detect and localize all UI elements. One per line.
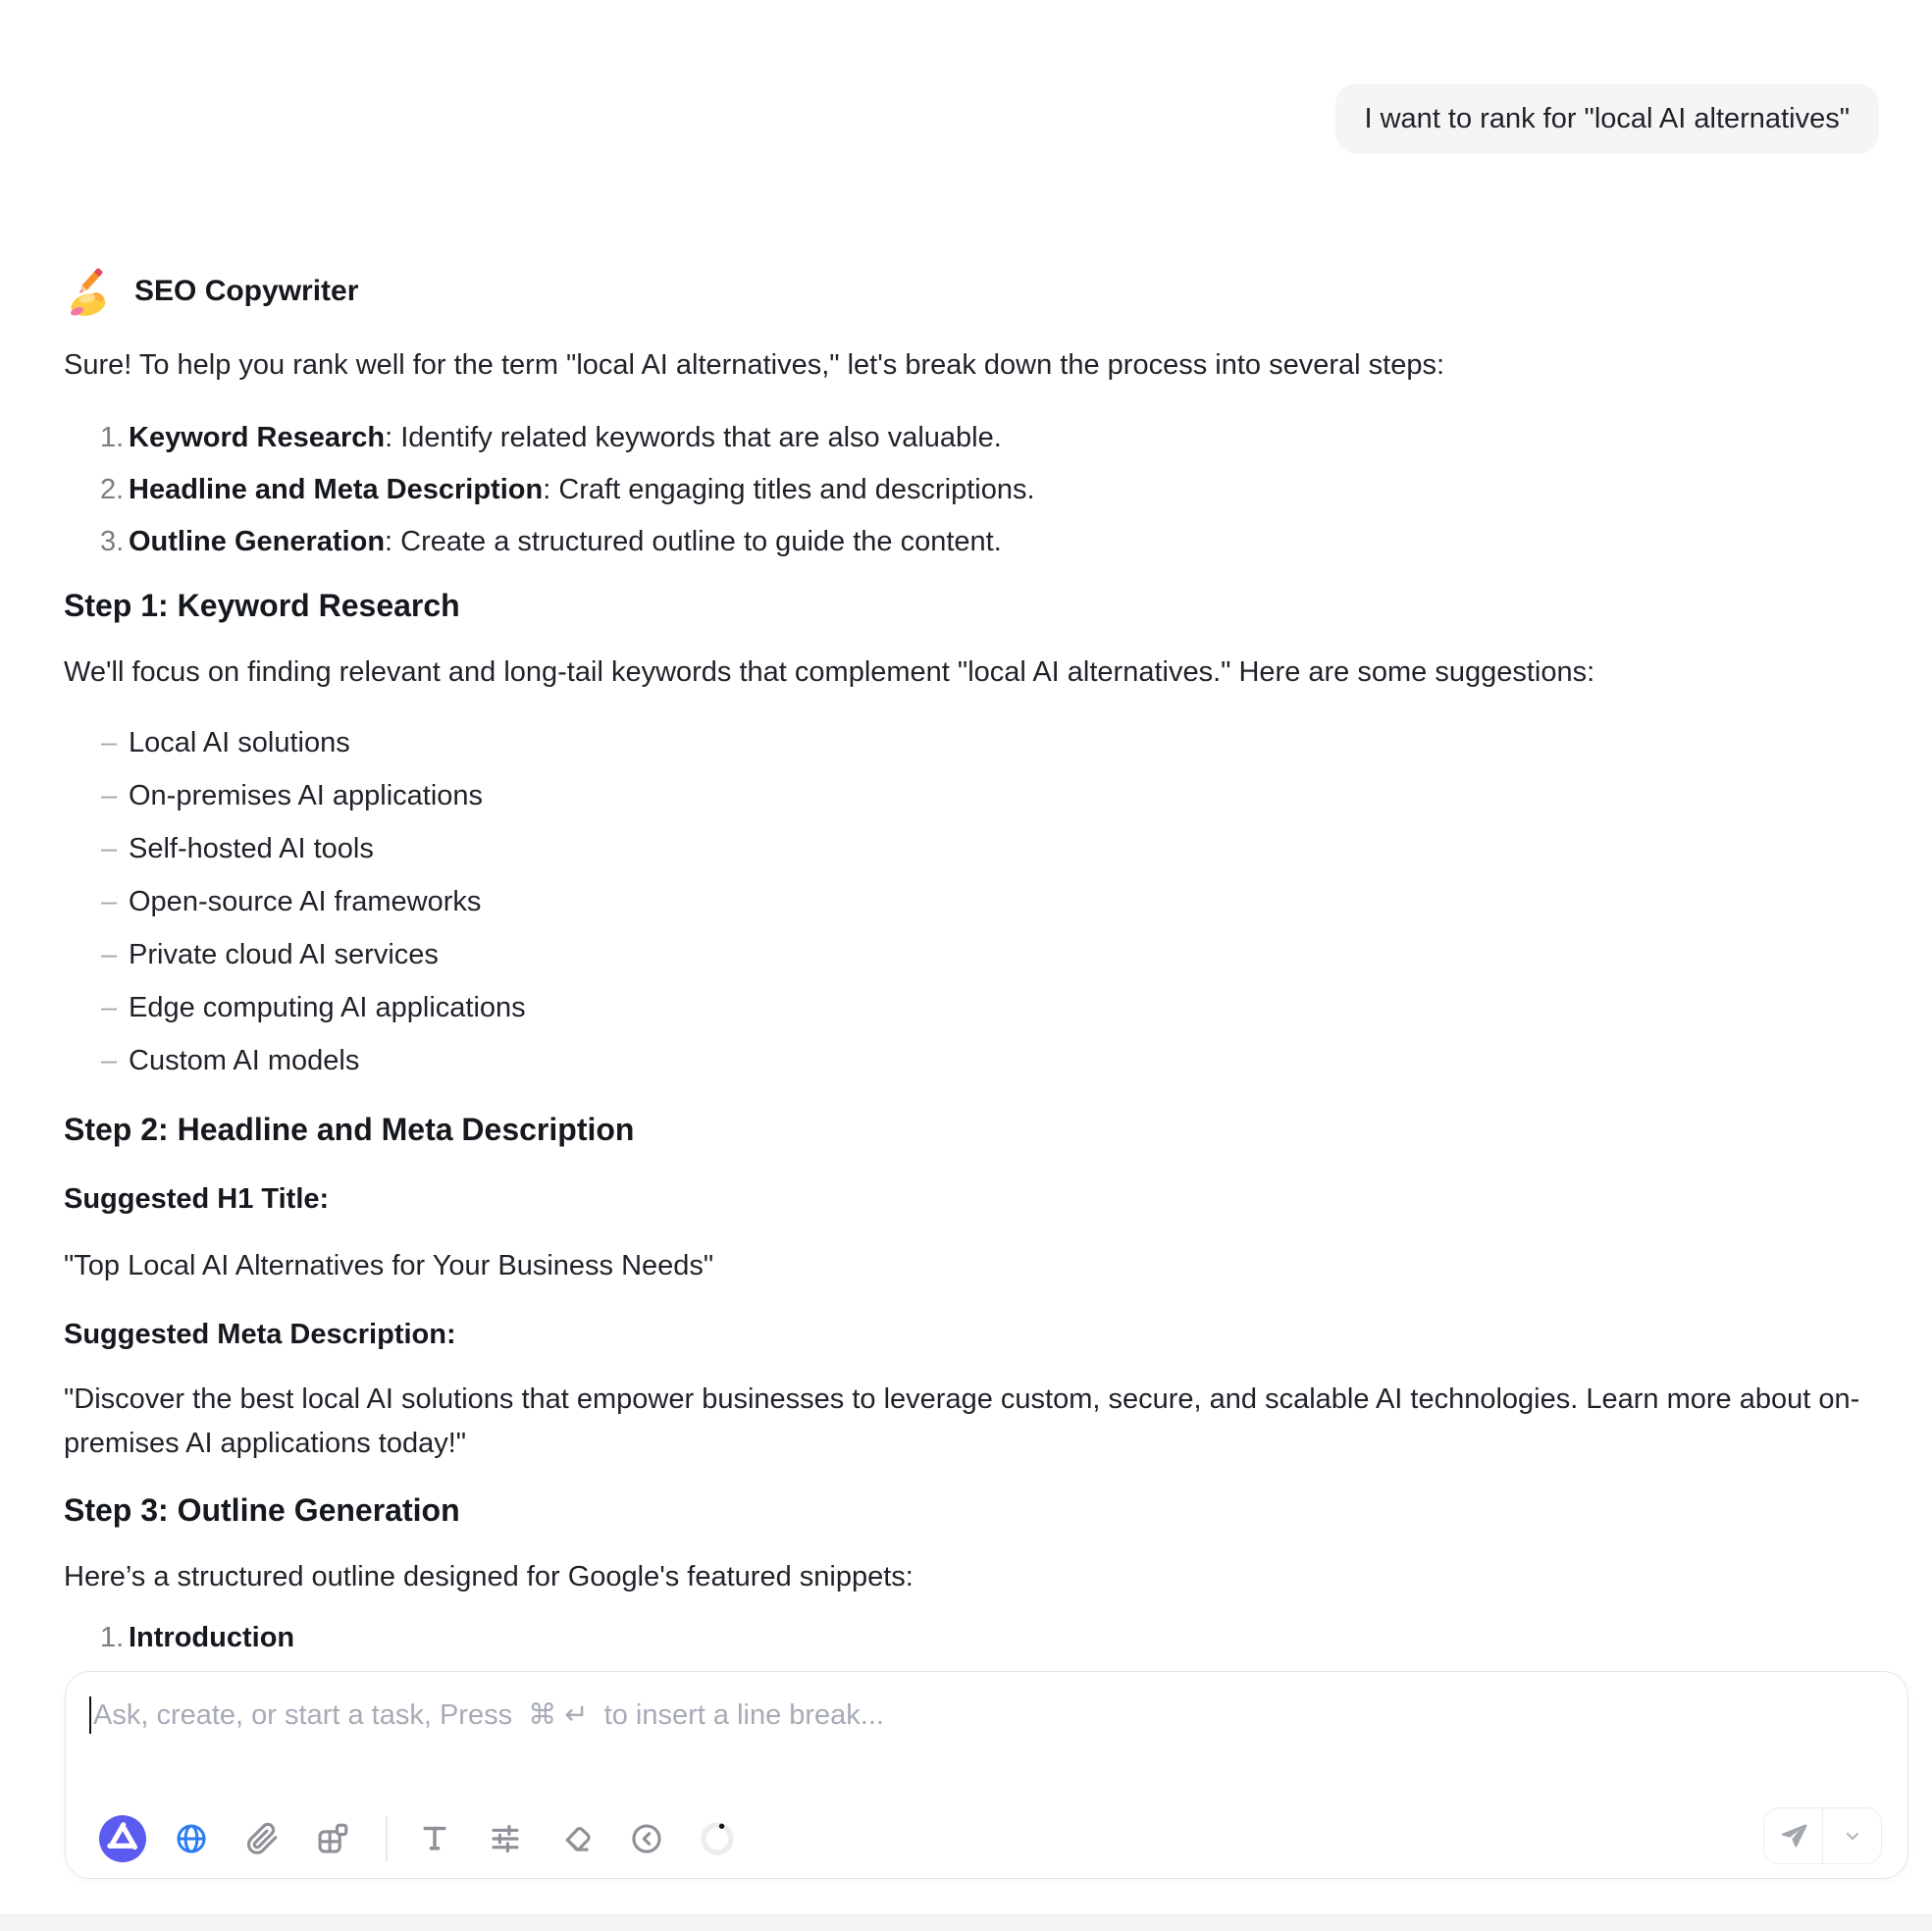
toolbar-divider [386,1816,388,1861]
web-access-icon [174,1821,209,1856]
apps-button[interactable] [311,1817,354,1860]
list-item [64,468,1879,512]
outline-list [64,1616,1879,1660]
h1-title-value: "Top Local AI Alternatives for Your Business Needs" [64,1250,714,1281]
writing-hand-emoji [64,265,117,318]
user-message-row [64,83,1879,154]
attachment-icon [244,1821,280,1856]
attachment-button[interactable] [240,1817,284,1860]
step-desc: : Create a structured outline to guide the content. [385,526,1002,557]
assistant-name: SEO Copywriter [134,275,359,307]
keyword: Local AI solutions [129,727,350,758]
step-title: Outline Generation [129,526,386,557]
list-item [64,520,1879,564]
list-item [64,827,1879,871]
assistant-intro: Sure! To help you rank well for the term "local AI alternatives," let's break down the process into several steps: [64,349,1445,381]
list-item [64,933,1879,977]
keyword: Open-source AI frameworks [129,886,482,917]
apps-icon [315,1821,350,1856]
list-item [64,721,1879,765]
step1-paragraph: We'll focus on finding relevant and long-tail keywords that complement "local AI alternatives." Here are some suggestions: [64,656,1595,688]
step2-heading: Step 2: Headline and Meta Description [64,1112,635,1147]
eraser-icon [558,1821,594,1856]
assistant-header [64,266,1879,317]
keyword: Custom AI models [129,1045,360,1076]
dash-marker: – [101,992,118,1023]
list-item [64,416,1879,460]
dash-marker: – [101,886,118,917]
footer-strip [0,1914,1932,1931]
keyword: Self-hosted AI tools [129,833,374,864]
list-item [64,1616,1879,1660]
list-number: 3. [100,526,125,557]
outline-item-title: Introduction [129,1622,295,1653]
web-access-button[interactable] [170,1817,213,1860]
composer-input[interactable] [89,1696,1884,1735]
meta-description-value: "Discover the best local AI solutions that empower businesses to leverage custom, secure, and scalable AI technologies. Learn more about on-premises AI applications today!" [64,1383,1860,1459]
list-item [64,1039,1879,1083]
keyword: On-premises AI applications [129,780,484,811]
list-number: 2. [100,474,125,505]
usage-ring-icon [696,1817,739,1860]
list-item [64,774,1879,818]
send-icon [1779,1821,1808,1851]
dash-marker: – [101,1045,118,1076]
text-style-button[interactable] [413,1817,456,1860]
send-button-group [1763,1807,1882,1864]
model-selector-button[interactable] [101,1817,144,1860]
user-message-bubble: I want to rank for "local AI alternatives" [1335,83,1880,154]
adjustments-button[interactable] [484,1817,527,1860]
keyword-list [64,721,1879,1083]
dash-marker: – [101,833,118,864]
process-steps-list [64,416,1879,564]
model-selector-icon [99,1815,146,1862]
text-style-icon [417,1821,452,1856]
dash-marker: – [101,727,118,758]
send-options-button[interactable] [1822,1808,1881,1863]
h1-title-label: Suggested H1 Title: [64,1183,330,1215]
history-back-icon [629,1821,664,1856]
text-caret [89,1696,91,1734]
step1-heading: Step 1: Keyword Research [64,588,460,623]
send-button[interactable] [1764,1808,1822,1863]
meta-description-label: Suggested Meta Description: [64,1319,456,1350]
chat-thread [64,0,1879,1668]
keyword: Edge computing AI applications [129,992,526,1023]
composer-placeholder: Ask, create, or start a task, Press ⌘ ↵ to insert a line break... [93,1699,884,1731]
step3-heading: Step 3: Outline Generation [64,1492,460,1528]
dash-marker: – [101,780,118,811]
step-title: Keyword Research [129,422,386,453]
step3-paragraph: Here’s a structured outline designed for Google's featured snippets: [64,1561,914,1592]
chevron-down-icon [1840,1823,1865,1849]
list-item [64,880,1879,924]
assistant-message [64,266,1879,1660]
keyword: Private cloud AI services [129,939,439,970]
step-desc: : Identify related keywords that are also valuable. [385,422,1002,453]
list-number: 1. [100,1622,125,1653]
list-item [64,986,1879,1030]
step-title: Headline and Meta Description [129,474,544,505]
step-desc: : Craft engaging titles and descriptions. [543,474,1035,505]
composer [65,1671,1908,1879]
dash-marker: – [101,939,118,970]
eraser-button[interactable] [554,1817,598,1860]
list-number: 1. [100,422,125,453]
adjustments-icon [488,1821,523,1856]
composer-toolbar [101,1811,739,1866]
history-back-button[interactable] [625,1817,668,1860]
